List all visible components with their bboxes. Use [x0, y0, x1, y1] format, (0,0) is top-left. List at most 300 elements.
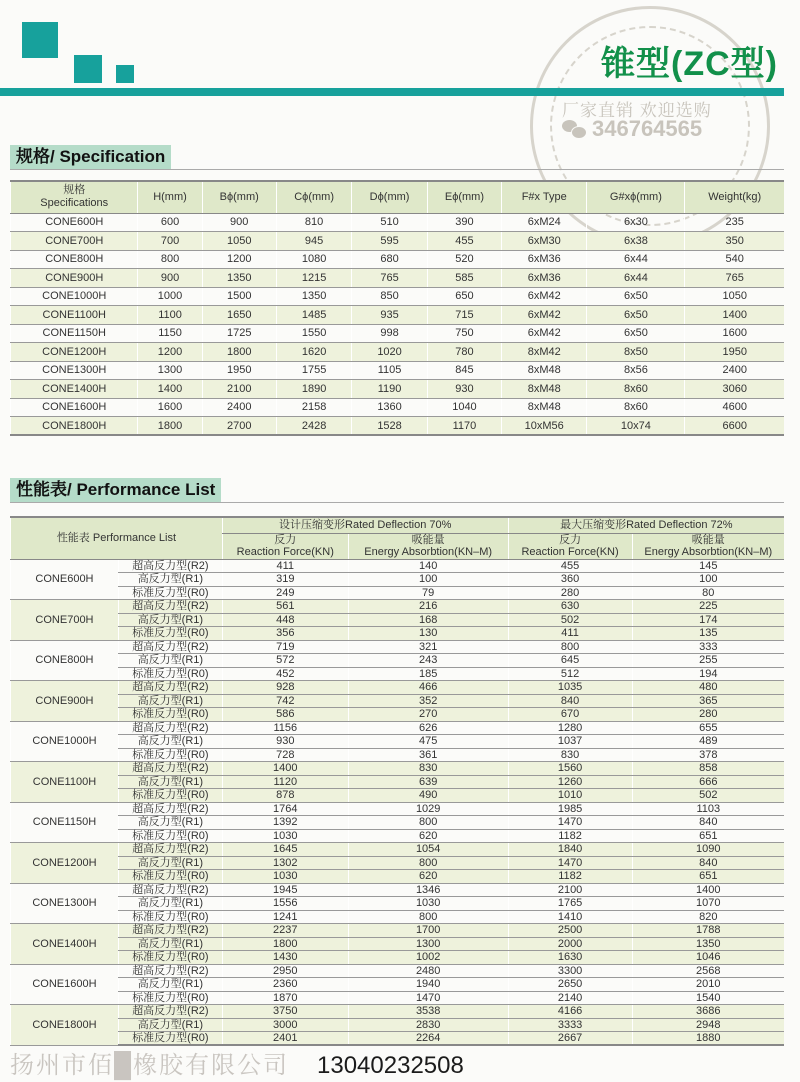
perf-type-cell: 超高反力型(R2) [118, 762, 222, 776]
spec-value-cell: 1800 [202, 343, 276, 362]
spec-value-cell: 945 [276, 232, 351, 251]
perf-value-cell: 378 [632, 748, 784, 762]
perf-value-cell: 3538 [348, 1005, 508, 1019]
perf-value-cell: 878 [222, 789, 348, 803]
perf-value-cell: 2237 [222, 924, 348, 938]
perf-value-cell: 466 [348, 681, 508, 695]
wechat-icon [562, 120, 586, 138]
perf-value-cell: 728 [222, 748, 348, 762]
spec-value-cell: 810 [276, 213, 351, 232]
spec-model-cell: CONE1200H [11, 343, 138, 362]
spec-value-cell: 10xM56 [502, 417, 587, 436]
watermark-wechat [562, 116, 702, 142]
spec-value-cell: 585 [427, 269, 501, 288]
perf-model-cell: CONE1150H [11, 802, 119, 843]
spec-value-cell: 520 [427, 250, 501, 269]
perf-value-cell: 1156 [222, 721, 348, 735]
spec-value-cell: 8x56 [587, 361, 685, 380]
spec-value-cell: 1725 [202, 324, 276, 343]
perf-row [11, 883, 785, 897]
perf-model-group [11, 640, 785, 681]
perf-value-cell: 1560 [508, 762, 632, 776]
perf-value-cell: 1392 [222, 816, 348, 830]
perf-value-cell: 800 [348, 910, 508, 924]
perf-row [11, 856, 785, 870]
perf-type-cell: 标准反力型(R0) [118, 870, 222, 884]
spec-value-cell: 1800 [138, 417, 202, 436]
watermark-slogan: 厂家直销 欢迎选购 [562, 101, 712, 120]
spec-value-cell: 1890 [276, 380, 351, 399]
perf-type-cell: 标准反力型(R0) [118, 586, 222, 600]
perf-value-cell: 639 [348, 775, 508, 789]
perf-value-cell: 1700 [348, 924, 508, 938]
perf-value-cell: 800 [508, 640, 632, 654]
perf-value-cell: 1029 [348, 802, 508, 816]
perf-value-cell: 100 [348, 573, 508, 587]
perf-row [11, 654, 785, 668]
perf-type-cell: 超高反力型(R2) [118, 843, 222, 857]
spec-value-cell: 2400 [685, 361, 784, 380]
perf-type-cell: 标准反力型(R0) [118, 748, 222, 762]
perf-row [11, 964, 785, 978]
spec-value-cell: 6x50 [587, 287, 685, 306]
spec-model-cell: CONE1600H [11, 398, 138, 417]
spec-value-cell: 1360 [352, 398, 427, 417]
perf-value-cell: 4166 [508, 1005, 632, 1019]
spec-value-cell: 6xM42 [502, 287, 587, 306]
spec-value-cell: 6xM42 [502, 306, 587, 325]
perf-row [11, 816, 785, 830]
spec-value-cell: 8x50 [587, 343, 685, 362]
spec-value-cell: 1040 [427, 398, 501, 417]
watermark-wechat-id: 346764565 [592, 116, 703, 141]
perf-value-cell: 561 [222, 600, 348, 614]
perf-value-cell: 243 [348, 654, 508, 668]
spec-value-cell: 6xM42 [502, 324, 587, 343]
perf-value-cell: 174 [632, 613, 784, 627]
perf-value-cell: 1035 [508, 681, 632, 695]
spec-value-cell: 845 [427, 361, 501, 380]
spec-value-cell: 715 [427, 306, 501, 325]
perf-value-cell: 1182 [508, 870, 632, 884]
perf-col-force-rated [222, 533, 348, 559]
spec-value-cell: 1950 [685, 343, 784, 362]
perf-type-cell: 高反力型(R1) [118, 816, 222, 830]
spec-value-cell: 650 [427, 287, 501, 306]
spec-value-cell: 8xM48 [502, 398, 587, 417]
perf-model-cell: CONE1300H [11, 883, 119, 924]
spec-value-cell: 2400 [202, 398, 276, 417]
perf-row [11, 586, 785, 600]
perf-value-cell: 225 [632, 600, 784, 614]
perf-value-cell: 1800 [222, 937, 348, 951]
perf-value-cell: 2360 [222, 978, 348, 992]
perf-model-group [11, 762, 785, 803]
col-force-en: Reaction Force(KN) [236, 546, 334, 558]
perf-type-cell: 标准反力型(R0) [118, 667, 222, 681]
spec-value-cell: 1200 [202, 250, 276, 269]
perf-value-cell: 145 [632, 559, 784, 573]
perf-value-cell: 1002 [348, 951, 508, 965]
perf-model-group [11, 924, 785, 965]
perf-value-cell: 352 [348, 694, 508, 708]
spec-value-cell: 235 [685, 213, 784, 232]
perf-model-group [11, 1005, 785, 1046]
perf-value-cell: 1302 [222, 856, 348, 870]
perf-model-group [11, 802, 785, 843]
perf-value-cell: 1880 [632, 1032, 784, 1046]
col-energy-cn: 吸能量 [691, 534, 725, 546]
perf-value-cell: 1120 [222, 775, 348, 789]
spec-header-model [11, 181, 138, 213]
perf-value-cell: 1030 [348, 897, 508, 911]
perf-value-cell: 1630 [508, 951, 632, 965]
col-force-cn: 反力 [559, 534, 582, 546]
perf-row [11, 843, 785, 857]
spec-row [11, 398, 785, 417]
spec-value-cell: 1485 [276, 306, 351, 325]
perf-type-cell: 超高反力型(R2) [118, 924, 222, 938]
perf-type-cell: 高反力型(R1) [118, 694, 222, 708]
perf-value-cell: 630 [508, 600, 632, 614]
perf-model-group [11, 681, 785, 722]
perf-value-cell: 185 [348, 667, 508, 681]
perf-col-energy-rated [348, 533, 508, 559]
perf-row [11, 775, 785, 789]
perf-row [11, 1018, 785, 1032]
perf-type-cell: 高反力型(R1) [118, 654, 222, 668]
perf-value-cell: 1410 [508, 910, 632, 924]
perf-value-cell: 1010 [508, 789, 632, 803]
spec-value-cell: 3060 [685, 380, 784, 399]
perf-value-cell: 1090 [632, 843, 784, 857]
spec-value-cell: 1755 [276, 361, 351, 380]
spec-value-cell: 6xM24 [502, 213, 587, 232]
perf-value-cell: 1470 [508, 816, 632, 830]
perf-row [11, 667, 785, 681]
perf-value-cell: 800 [348, 856, 508, 870]
spec-value-cell: 390 [427, 213, 501, 232]
perf-model-cell: CONE1100H [11, 762, 119, 803]
spec-value-cell: 595 [352, 232, 427, 251]
perf-value-cell: 490 [348, 789, 508, 803]
perf-value-cell: 1556 [222, 897, 348, 911]
perf-row [11, 708, 785, 722]
perf-value-cell: 1765 [508, 897, 632, 911]
perf-row [11, 1032, 785, 1046]
spec-value-cell: 998 [352, 324, 427, 343]
perf-value-cell: 1870 [222, 991, 348, 1005]
spec-row [11, 343, 785, 362]
perf-value-cell: 1945 [222, 883, 348, 897]
spec-model-cell: CONE900H [11, 269, 138, 288]
perf-model-cell: CONE1600H [11, 964, 119, 1005]
perf-value-cell: 858 [632, 762, 784, 776]
perf-value-cell: 651 [632, 870, 784, 884]
perf-value-cell: 1103 [632, 802, 784, 816]
perf-value-cell: 452 [222, 667, 348, 681]
perf-value-cell: 645 [508, 654, 632, 668]
perf-value-cell: 2010 [632, 978, 784, 992]
perf-row [11, 573, 785, 587]
perf-corner-header: 性能表 Performance List [11, 517, 223, 559]
perf-value-cell: 928 [222, 681, 348, 695]
spec-section-divider [10, 169, 784, 170]
spec-value-cell: 2158 [276, 398, 351, 417]
perf-value-cell: 2500 [508, 924, 632, 938]
perf-row [11, 937, 785, 951]
perf-value-cell: 512 [508, 667, 632, 681]
spec-header: Dϕ(mm) [352, 181, 427, 213]
perf-type-cell: 超高反力型(R2) [118, 1005, 222, 1019]
perf-value-cell: 168 [348, 613, 508, 627]
spec-value-cell: 1050 [685, 287, 784, 306]
spec-value-cell: 1950 [202, 361, 276, 380]
perf-value-cell: 930 [222, 735, 348, 749]
spec-value-cell: 1400 [685, 306, 784, 325]
spec-value-cell: 6x38 [587, 232, 685, 251]
perf-header-row-group [11, 517, 785, 533]
spec-model-cell: CONE1100H [11, 306, 138, 325]
perf-type-cell: 超高反力型(R2) [118, 721, 222, 735]
perf-value-cell: 135 [632, 627, 784, 641]
spec-value-cell: 540 [685, 250, 784, 269]
perf-value-cell: 830 [348, 762, 508, 776]
spec-value-cell: 800 [138, 250, 202, 269]
perf-row [11, 978, 785, 992]
perf-model-group [11, 721, 785, 762]
spec-value-cell: 8xM42 [502, 343, 587, 362]
perf-value-cell: 3686 [632, 1005, 784, 1019]
perf-value-cell: 2401 [222, 1032, 348, 1046]
col-force-en: Reaction Force(KN) [521, 546, 619, 558]
spec-value-cell: 750 [427, 324, 501, 343]
perf-type-cell: 标准反力型(R0) [118, 951, 222, 965]
perf-value-cell: 79 [348, 586, 508, 600]
perf-value-cell: 3300 [508, 964, 632, 978]
perf-value-cell: 1430 [222, 951, 348, 965]
spec-value-cell: 680 [352, 250, 427, 269]
spec-value-cell: 1300 [138, 361, 202, 380]
perf-type-cell: 标准反力型(R0) [118, 708, 222, 722]
spec-model-cell: CONE1400H [11, 380, 138, 399]
perf-value-cell: 1182 [508, 829, 632, 843]
perf-value-cell: 670 [508, 708, 632, 722]
perf-value-cell: 319 [222, 573, 348, 587]
perf-value-cell: 1540 [632, 991, 784, 1005]
perf-value-cell: 489 [632, 735, 784, 749]
perf-value-cell: 626 [348, 721, 508, 735]
perf-value-cell: 1400 [222, 762, 348, 776]
spec-value-cell: 1170 [427, 417, 501, 436]
perf-value-cell: 1030 [222, 829, 348, 843]
spec-model-cell: CONE1300H [11, 361, 138, 380]
spec-row [11, 380, 785, 399]
perf-value-cell: 840 [632, 816, 784, 830]
perf-value-cell: 586 [222, 708, 348, 722]
perf-section-title: 性能表/ Performance List [10, 478, 221, 502]
perf-col-energy-max [632, 533, 784, 559]
perf-row [11, 910, 785, 924]
spec-value-cell: 455 [427, 232, 501, 251]
perf-value-cell: 475 [348, 735, 508, 749]
spec-value-cell: 6x50 [587, 306, 685, 325]
watermark-band [10, 1050, 784, 1082]
perf-value-cell: 455 [508, 559, 632, 573]
perf-type-cell: 高反力型(R1) [118, 856, 222, 870]
page-title: 锥型(ZC型) [601, 45, 778, 83]
perf-value-cell: 1350 [632, 937, 784, 951]
perf-value-cell: 2650 [508, 978, 632, 992]
spec-value-cell: 1350 [276, 287, 351, 306]
perf-value-cell: 249 [222, 586, 348, 600]
perf-model-cell: CONE800H [11, 640, 119, 681]
perf-value-cell: 130 [348, 627, 508, 641]
logo-square-small [116, 65, 134, 83]
perf-row [11, 802, 785, 816]
perf-value-cell: 840 [508, 694, 632, 708]
logo-square-large [22, 22, 58, 58]
perf-model-group [11, 843, 785, 884]
spec-value-cell: 2428 [276, 417, 351, 436]
perf-type-cell: 高反力型(R1) [118, 573, 222, 587]
perf-value-cell: 1280 [508, 721, 632, 735]
spec-header-model-en: Specifications [40, 197, 109, 210]
spec-model-cell: CONE600H [11, 213, 138, 232]
perf-row [11, 627, 785, 641]
perf-value-cell: 1346 [348, 883, 508, 897]
perf-value-cell: 742 [222, 694, 348, 708]
perf-row [11, 897, 785, 911]
perf-row [11, 681, 785, 695]
spec-value-cell: 1215 [276, 269, 351, 288]
perf-type-cell: 超高反力型(R2) [118, 681, 222, 695]
perf-value-cell: 480 [632, 681, 784, 695]
perf-type-cell: 标准反力型(R0) [118, 991, 222, 1005]
perf-row [11, 748, 785, 762]
perf-model-cell: CONE1000H [11, 721, 119, 762]
spec-value-cell: 700 [138, 232, 202, 251]
perf-row [11, 951, 785, 965]
spec-model-cell: CONE1800H [11, 417, 138, 436]
perf-value-cell: 80 [632, 586, 784, 600]
perf-value-cell: 1788 [632, 924, 784, 938]
spec-row [11, 417, 785, 436]
perf-type-cell: 标准反力型(R0) [118, 627, 222, 641]
spec-value-cell: 1050 [202, 232, 276, 251]
perf-value-cell: 2100 [508, 883, 632, 897]
perf-value-cell: 830 [508, 748, 632, 762]
spec-value-cell: 6600 [685, 417, 784, 436]
logo-square-medium [74, 55, 102, 83]
perf-value-cell: 1764 [222, 802, 348, 816]
perf-value-cell: 620 [348, 829, 508, 843]
spec-section-title: 规格/ Specification [10, 145, 171, 169]
perf-value-cell: 1300 [348, 937, 508, 951]
perf-model-cell: CONE900H [11, 681, 119, 722]
perf-row [11, 559, 785, 573]
header-bar [0, 88, 784, 96]
perf-value-cell: 2667 [508, 1032, 632, 1046]
spec-value-cell: 1620 [276, 343, 351, 362]
spec-value-cell: 350 [685, 232, 784, 251]
perf-value-cell: 2568 [632, 964, 784, 978]
spec-value-cell: 1000 [138, 287, 202, 306]
spec-value-cell: 850 [352, 287, 427, 306]
spec-value-cell: 900 [138, 269, 202, 288]
perf-type-cell: 高反力型(R1) [118, 978, 222, 992]
spec-value-cell: 8x60 [587, 380, 685, 399]
spec-header: F#x Type [502, 181, 587, 213]
perf-value-cell: 800 [348, 816, 508, 830]
perf-type-cell: 高反力型(R1) [118, 1018, 222, 1032]
spec-model-cell: CONE800H [11, 250, 138, 269]
spec-value-cell: 1080 [276, 250, 351, 269]
spec-value-cell: 1528 [352, 417, 427, 436]
spec-value-cell: 1600 [138, 398, 202, 417]
perf-value-cell: 1470 [348, 991, 508, 1005]
perf-type-cell: 标准反力型(R0) [118, 789, 222, 803]
spec-value-cell: 1150 [138, 324, 202, 343]
performance-table [10, 516, 784, 1046]
spec-value-cell: 6x30 [587, 213, 685, 232]
col-energy-en: Energy Absorbtion(KN–M) [644, 546, 773, 558]
perf-value-cell: 360 [508, 573, 632, 587]
perf-type-cell: 高反力型(R1) [118, 735, 222, 749]
perf-type-cell: 标准反力型(R0) [118, 1032, 222, 1046]
perf-value-cell: 1046 [632, 951, 784, 965]
col-energy-cn: 吸能量 [411, 534, 445, 546]
perf-value-cell: 194 [632, 667, 784, 681]
spec-value-cell: 2100 [202, 380, 276, 399]
spec-value-cell: 6xM36 [502, 250, 587, 269]
spec-value-cell: 10x74 [587, 417, 685, 436]
spec-value-cell: 900 [202, 213, 276, 232]
perf-value-cell: 3333 [508, 1018, 632, 1032]
perf-value-cell: 655 [632, 721, 784, 735]
perf-value-cell: 2264 [348, 1032, 508, 1046]
perf-row [11, 613, 785, 627]
spec-value-cell: 8xM48 [502, 380, 587, 399]
perf-value-cell: 1840 [508, 843, 632, 857]
spec-header: Cϕ(mm) [276, 181, 351, 213]
perf-model-group [11, 964, 785, 1005]
col-force-cn: 反力 [274, 534, 297, 546]
perf-value-cell: 365 [632, 694, 784, 708]
perf-row [11, 694, 785, 708]
spec-value-cell: 6xM36 [502, 269, 587, 288]
spec-value-cell: 8xM48 [502, 361, 587, 380]
col-energy-en: Energy Absorbtion(KN–M) [364, 546, 493, 558]
perf-type-cell: 超高反力型(R2) [118, 883, 222, 897]
perf-value-cell: 1645 [222, 843, 348, 857]
perf-value-cell: 3000 [222, 1018, 348, 1032]
perf-type-cell: 高反力型(R1) [118, 897, 222, 911]
perf-value-cell: 820 [632, 910, 784, 924]
spec-row [11, 287, 785, 306]
spec-value-cell: 510 [352, 213, 427, 232]
perf-value-cell: 1030 [222, 870, 348, 884]
perf-row [11, 789, 785, 803]
spec-value-cell: 765 [352, 269, 427, 288]
spec-model-cell: CONE1000H [11, 287, 138, 306]
perf-value-cell: 3750 [222, 1005, 348, 1019]
spec-model-cell: CONE700H [11, 232, 138, 251]
spec-value-cell: 6x44 [587, 250, 685, 269]
spec-value-cell: 1650 [202, 306, 276, 325]
spec-row [11, 324, 785, 343]
perf-type-cell: 超高反力型(R2) [118, 802, 222, 816]
